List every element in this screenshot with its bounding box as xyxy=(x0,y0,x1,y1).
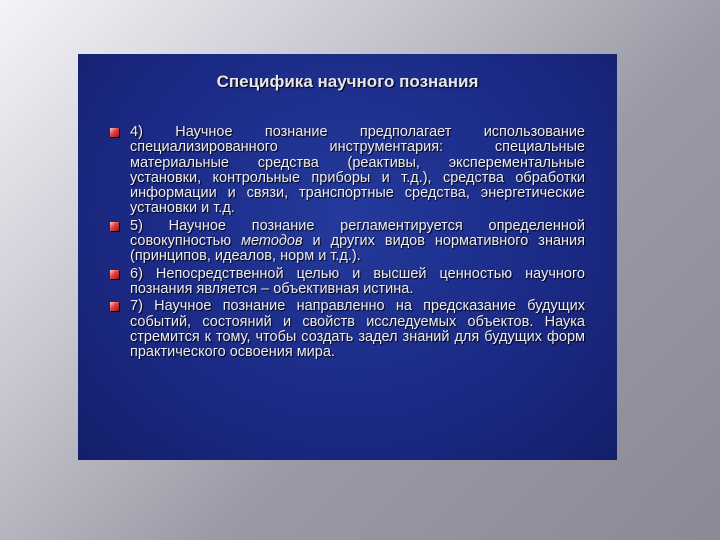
item-text: 6) Непосредственной целью и высшей ценностью научного познания является – объективная истина. xyxy=(130,265,585,297)
square-bullet-icon xyxy=(110,128,119,137)
slide xyxy=(78,54,617,460)
item-text xyxy=(130,219,585,265)
item-text-after: и других видов нормативного знания (принципов, идеалов, норм и т.д.). xyxy=(130,233,585,265)
list-item xyxy=(110,125,585,217)
square-bullet-icon xyxy=(110,222,119,231)
list-item xyxy=(110,267,585,298)
list-item xyxy=(110,219,585,265)
square-bullet-icon xyxy=(110,302,119,311)
slide-title: Специфика научного познания xyxy=(216,72,479,91)
item-text-before: 5) Научное познание регламентируется определенной совокупностью xyxy=(130,217,585,250)
item-text: 7) Научное познание направленно на предсказание будущих событий, состояний и свойств исследуемых объектов. Наука стремится к тому, чтобы создать задел знаний для будущих форм практического освоения мира. xyxy=(130,298,585,361)
item-text-emphasis: методов xyxy=(241,233,303,250)
item-text: 4) Научное познание предполагает использование специализированного инструментария: специальные материальные средства (реактивы, эксперементальные установки, контрольные приборы и т.д.), средства обработки информации и связи, транспортные средства, энергетические установки и т.д. xyxy=(130,124,585,217)
bullet-list xyxy=(110,125,585,362)
square-bullet-icon xyxy=(110,270,119,279)
list-item xyxy=(110,299,585,360)
